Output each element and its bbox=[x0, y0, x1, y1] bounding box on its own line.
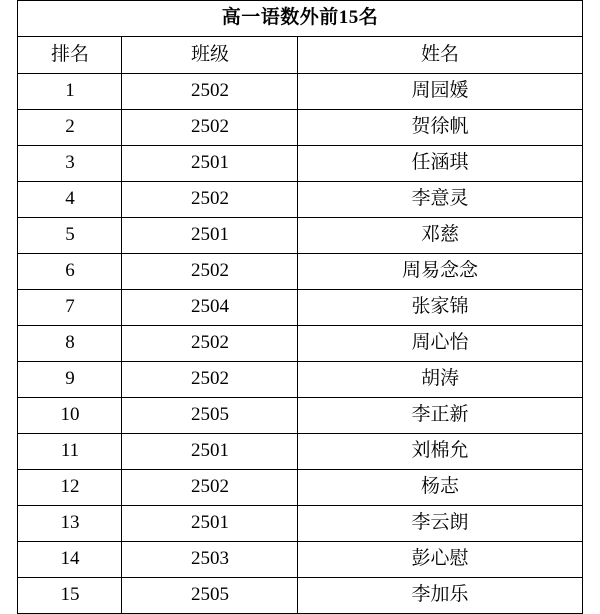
cell-rank: 8 bbox=[18, 326, 122, 362]
cell-class: 2501 bbox=[122, 218, 298, 254]
table-row bbox=[18, 326, 582, 362]
cell-class: 2502 bbox=[122, 182, 298, 218]
table-row bbox=[18, 542, 582, 578]
cell-name: 邓慈 bbox=[298, 218, 582, 254]
cell-class: 2504 bbox=[122, 290, 298, 326]
cell-name: 李正新 bbox=[298, 398, 582, 434]
column-header-class: 班级 bbox=[122, 37, 298, 74]
cell-class: 2502 bbox=[122, 74, 298, 110]
cell-rank: 1 bbox=[18, 74, 122, 110]
table-row bbox=[18, 254, 582, 290]
cell-rank: 5 bbox=[18, 218, 122, 254]
cell-class: 2502 bbox=[122, 362, 298, 398]
cell-name: 李意灵 bbox=[298, 182, 582, 218]
table-row bbox=[18, 398, 582, 434]
cell-name: 周园媛 bbox=[298, 74, 582, 110]
table-row bbox=[18, 218, 582, 254]
table-header-row bbox=[18, 37, 582, 74]
title-row bbox=[18, 1, 582, 37]
cell-rank: 7 bbox=[18, 290, 122, 326]
cell-rank: 15 bbox=[18, 578, 122, 614]
cell-name: 彭心慰 bbox=[298, 542, 582, 578]
cell-name: 李云朗 bbox=[298, 506, 582, 542]
cell-rank: 11 bbox=[18, 434, 122, 470]
cell-rank: 9 bbox=[18, 362, 122, 398]
column-header-name: 姓名 bbox=[298, 37, 582, 74]
cell-name: 胡涛 bbox=[298, 362, 582, 398]
cell-class: 2502 bbox=[122, 110, 298, 146]
cell-class: 2505 bbox=[122, 398, 298, 434]
cell-rank: 2 bbox=[18, 110, 122, 146]
ranking-table bbox=[17, 0, 582, 614]
cell-class: 2501 bbox=[122, 506, 298, 542]
table-row bbox=[18, 110, 582, 146]
cell-name: 张家锦 bbox=[298, 290, 582, 326]
cell-class: 2501 bbox=[122, 434, 298, 470]
cell-name: 刘棉允 bbox=[298, 434, 582, 470]
table-row bbox=[18, 434, 582, 470]
table-row bbox=[18, 362, 582, 398]
cell-class: 2505 bbox=[122, 578, 298, 614]
table-row bbox=[18, 74, 582, 110]
table-row bbox=[18, 470, 582, 506]
column-header-rank: 排名 bbox=[18, 37, 122, 74]
cell-name: 杨志 bbox=[298, 470, 582, 506]
cell-name: 贺徐帆 bbox=[298, 110, 582, 146]
cell-name: 任涵琪 bbox=[298, 146, 582, 182]
cell-class: 2502 bbox=[122, 326, 298, 362]
cell-class: 2503 bbox=[122, 542, 298, 578]
table-row bbox=[18, 146, 582, 182]
cell-name: 周易念念 bbox=[298, 254, 582, 290]
cell-rank: 12 bbox=[18, 470, 122, 506]
cell-rank: 6 bbox=[18, 254, 122, 290]
cell-class: 2501 bbox=[122, 146, 298, 182]
page-title: 高一语数外前15名 bbox=[18, 1, 582, 37]
table-row bbox=[18, 578, 582, 614]
table-row bbox=[18, 506, 582, 542]
cell-class: 2502 bbox=[122, 470, 298, 506]
cell-rank: 14 bbox=[18, 542, 122, 578]
cell-rank: 4 bbox=[18, 182, 122, 218]
cell-name: 周心怡 bbox=[298, 326, 582, 362]
cell-rank: 10 bbox=[18, 398, 122, 434]
table-row bbox=[18, 182, 582, 218]
cell-class: 2502 bbox=[122, 254, 298, 290]
cell-rank: 3 bbox=[18, 146, 122, 182]
cell-rank: 13 bbox=[18, 506, 122, 542]
cell-name: 李加乐 bbox=[298, 578, 582, 614]
table-row bbox=[18, 290, 582, 326]
